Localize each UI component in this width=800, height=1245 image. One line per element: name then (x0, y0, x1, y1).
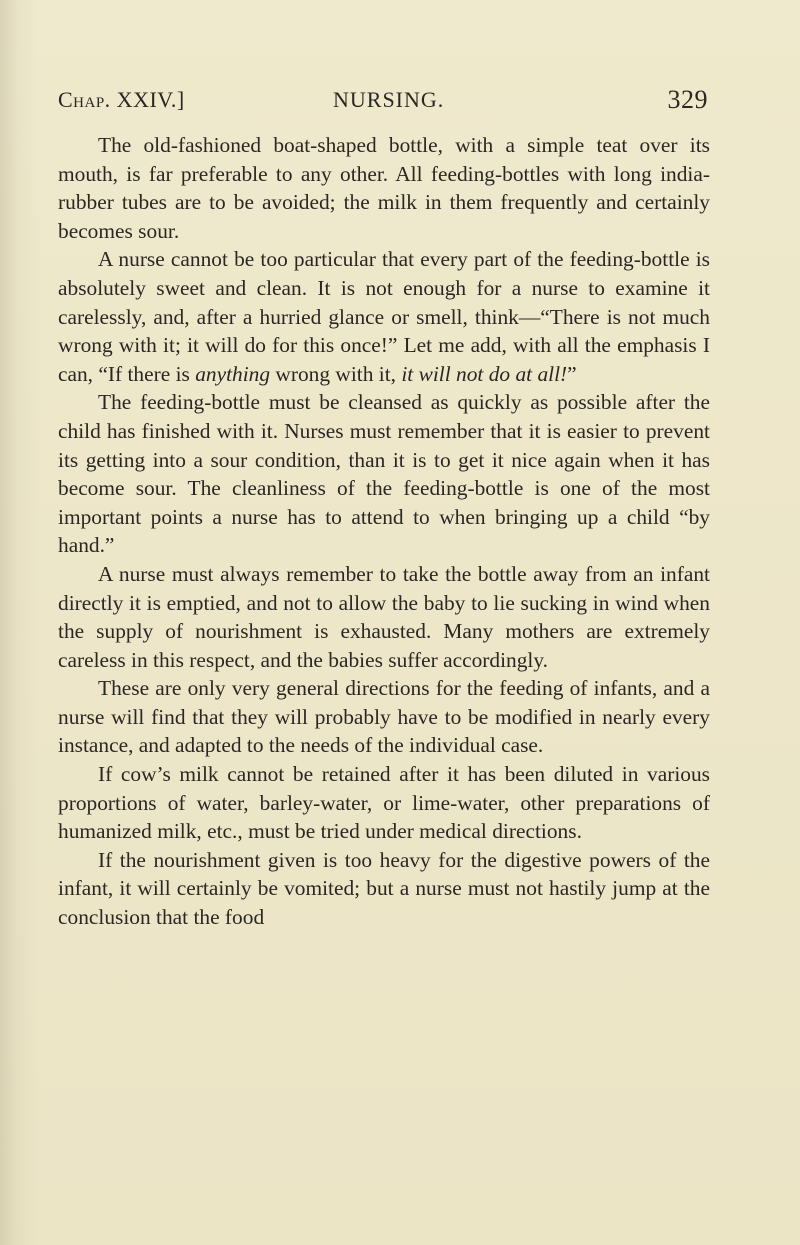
paragraph (58, 760, 710, 846)
paragraph (58, 245, 710, 388)
paragraph-text: The old-fashioned boat-shaped bottle, with a simple teat over its mouth, is far preferable to any other. All feeding-bottles with long india-rubber tubes are to be avoided; the milk in them frequently and certainly becomes sour. (58, 133, 710, 243)
paragraph-text: A nurse cannot be too particular that every part of the feeding-bottle is absolutely sweet and clean. It is not enough for a nurse to examine it carelessly, and, after a hurried glance or smell, think—“There is not much wrong with it; it will do for this once!” Let me add, with all the emphasis I can, “If there is (58, 247, 710, 386)
paragraph (58, 674, 710, 760)
paragraph-text: wrong with it, (270, 361, 402, 386)
paragraph (58, 560, 710, 674)
paragraph (58, 388, 710, 560)
paragraph-text: If cow’s milk cannot be retained after it has been diluted in various proportions of water, barley-water, or lime-water, other preparations of humanized milk, etc., must be tried under medical directions. (58, 762, 710, 844)
paragraph-text: ” (567, 361, 577, 386)
emphasis-text: anything (195, 361, 271, 386)
paragraph (58, 131, 710, 245)
emphasis-text: it will not do at all! (401, 361, 568, 386)
running-header (58, 87, 708, 117)
chapter-heading: Chap. XXIV.] (58, 87, 185, 112)
body-text (58, 131, 710, 932)
page-number: 329 (667, 85, 708, 114)
paragraph-text: These are only very general directions for the feeding of infants, and a nurse will find that they will probably have to be modified in nearly every instance, and adapted to the needs of the individual case. (58, 676, 710, 758)
paragraph-text: If the nourishment given is too heavy for the digestive powers of the infant, it will certainly be vomited; but a nurse must not hastily jump at the conclusion that the food (58, 847, 710, 930)
paragraph-text: A nurse must always remember to take the bottle away from an infant directly it is emptied, and not to allow the baby to lie sucking in wind when the supply of nourishment is exhausted. Many mothers are extremely careless in this respect, and the babies suffer accordingly. (58, 561, 710, 672)
paragraph (58, 846, 710, 932)
running-title: NURSING. (333, 87, 445, 112)
paragraph-text: The feeding-bottle must be cleansed as quickly as possible after the child has finished with it. Nurses must remember that it is easier to prevent its getting into a sour condition, than it is to get it nice again when it has become sour. The cleanliness of the feeding-bottle is one of the most important points a nurse has to attend to when bringing up a child “by hand.” (58, 390, 710, 558)
